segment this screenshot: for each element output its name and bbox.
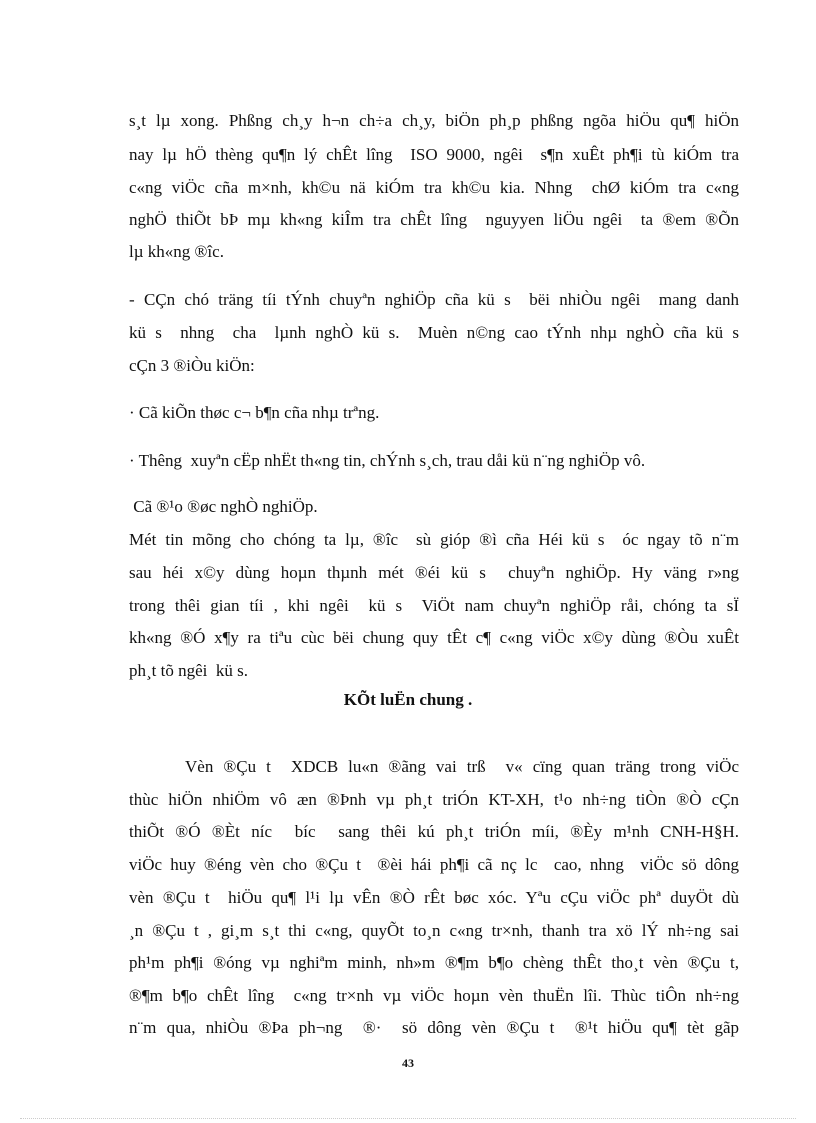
- section-heading: KÕt luËn chung .: [343, 690, 473, 709]
- text-line: kh«ng ®Ó x¶y ra tiªu cùc bëi chung quy tÊt c¶ c«ng viÖc x©y dùng ®Òu xuÊt: [129, 628, 739, 647]
- text-line: ph¹m ph¶i ®óng vµ nghiªm minh, nh»m ®¶m b¶o chèng thÊt tho¸t vèn ®Çu t,: [129, 953, 739, 972]
- text-line: thiÕt ®Ó ®Èt níc bíc sang thêi kú ph¸t triÓn míi, ®Èy m¹nh CNH-H§H.: [129, 822, 739, 841]
- text-line: thùc hiÖn nhiÖm vô æn ®Þnh vµ ph¸t triÓn KT-XH, t¹o nh÷ng tiÒn ®Ò cÇn: [129, 790, 739, 809]
- text-line: ph¸t tõ ngêi kü s.: [129, 661, 248, 680]
- text-line: lµ kh«ng ®îc.: [129, 242, 224, 261]
- text-line: vèn ®Çu t hiÖu qu¶ l¹i lµ vÊn ®Ò rÊt bøc xóc. Yªu cÇu viÖc phª duyÖt dù: [129, 888, 739, 907]
- text-line: nghÖ thiÕt bÞ mµ kh«ng kiÎm tra chÊt lîng nguyyen liÖu ngêi ta ®em ®Õn: [129, 210, 739, 229]
- text-line: Vèn ®Çu t XDCB lu«n ®ãng vai trß v« cïng quan träng trong viÖc: [185, 757, 739, 776]
- text-line: ®¶m b¶o chÊt lîng c«ng tr×nh vµ viÖc hoµn vèn thuËn lîi. Thùc tiÔn nh÷ng: [129, 986, 739, 1005]
- text-line: cÇn 3 ®iÒu kiÖn:: [129, 356, 255, 375]
- page-bottom-rule: [20, 1118, 796, 1119]
- text-line: sau héi x©y dùng hoµn thµnh mét ®éi kü s chuyªn nghiÖp. Hy väng r»ng: [129, 563, 739, 582]
- text-line: s¸t lµ xong. Phßng ch¸y h¬n ch÷a ch¸y, biÖn ph¸p phßng ngõa hiÖu qu¶ hiÖn: [129, 111, 739, 130]
- text-line: trong thêi gian tíi , khi ngêi kü s ViÖt nam chuyªn nghiÖp råi, chóng ta sÏ: [129, 596, 739, 615]
- text-line: n¨m qua, nhiÒu ®Þa ph¬ng ®· sö dông vèn ®Çu t ®¹t hiÖu qu¶ tèt gãp: [129, 1018, 739, 1037]
- text-line: ¸n ®Çu t , gi¸m s¸t thi c«ng, quyÕt to¸n c«ng tr×nh, thanh tra xö lÝ nh÷ng sai: [129, 921, 739, 940]
- bullet-line: · Thêng xuyªn cËp nhËt th«ng tin, chÝnh s¸ch, trau dåi kü n¨ng nghiÖp vô.: [129, 451, 646, 470]
- text-line: Mét tin mõng cho chóng ta lµ, ®îc sù gióp ®ì cña Héi kü s óc ngay tõ n¨m: [129, 530, 739, 549]
- text-line: c«ng viÖc cña m×nh, kh©u nä kiÓm tra kh©u kia. Nhng chØ kiÓm tra c«ng: [129, 178, 739, 197]
- page-number: 43: [402, 1056, 414, 1070]
- text-line: - CÇn chó träng tíi tÝnh chuyªn nghiÖp cña kü s bëi nhiÒu ngêi mang danh: [129, 290, 739, 309]
- bullet-line: · Cã kiÕn thøc c¬ b¶n cña nhµ trªng.: [129, 403, 380, 422]
- text-line: Cã ®¹o ®øc nghÒ nghiÖp.: [129, 497, 318, 516]
- text-line: kü s nhng cha lµnh nghÒ kü s. Muèn n©ng cao tÝnh nhµ nghÒ cña kü s: [129, 323, 739, 342]
- text-line: viÖc huy ®éng vèn cho ®Çu t ®èi hái ph¶i cã nç lc cao, nhng viÖc sö dông: [129, 855, 739, 874]
- text-line: nay lµ hÖ thèng qu¶n lý chÊt lîng ISO 9000, ngêi s¶n xuÊt ph¶i tù kiÓm tra: [129, 145, 739, 164]
